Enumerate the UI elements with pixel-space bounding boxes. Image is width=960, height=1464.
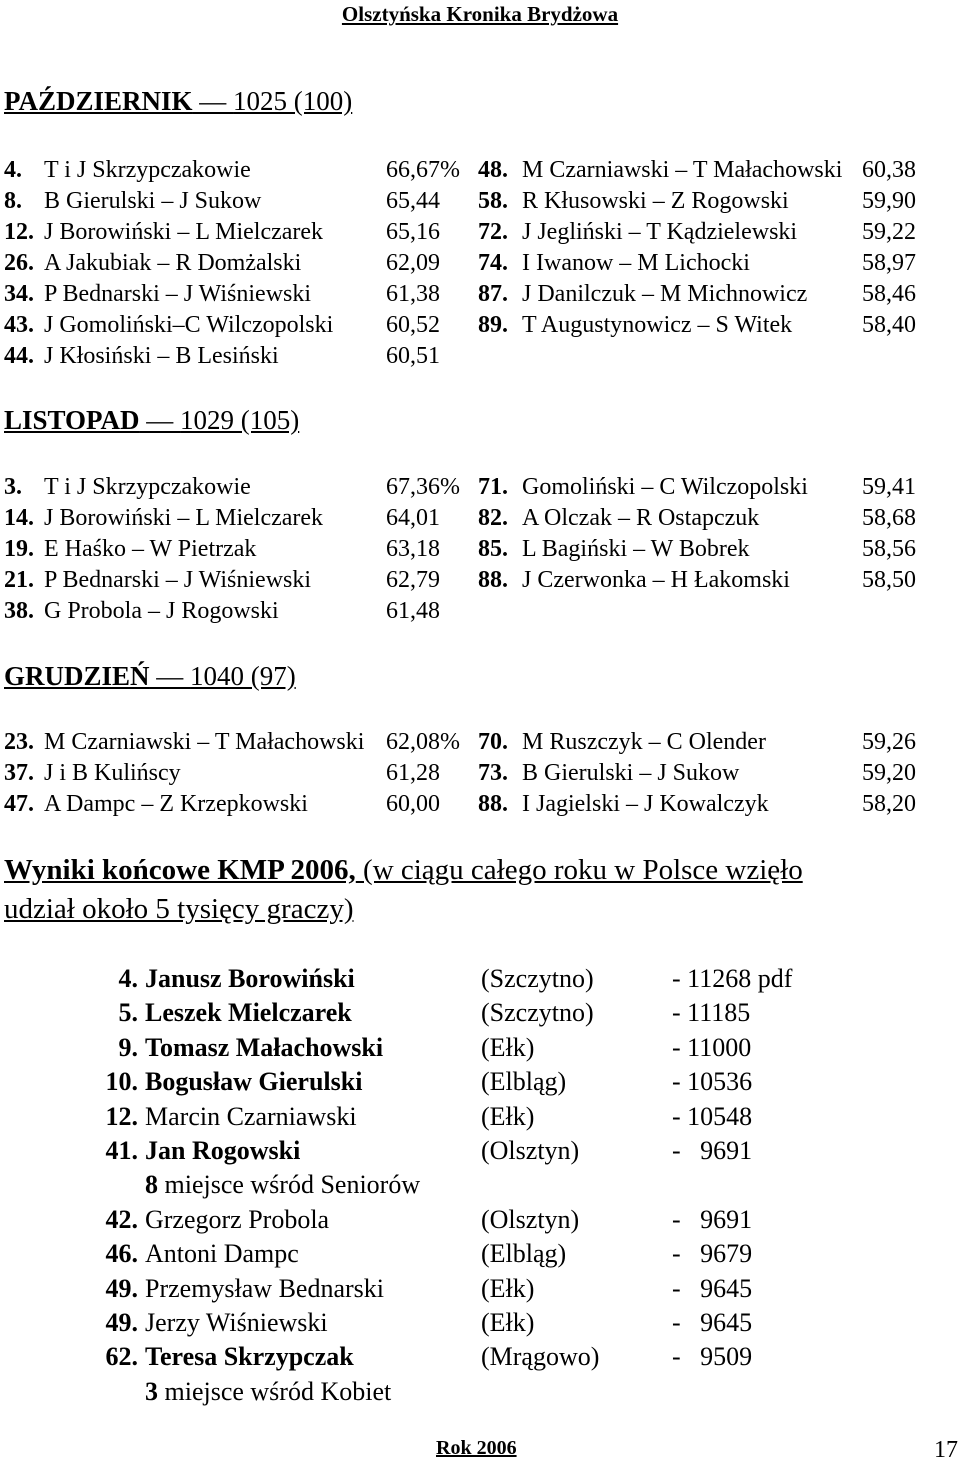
- player-city: (Ełk): [481, 1308, 535, 1337]
- kmp-title-rest: (w ciągu całego roku w Polsce wzięło: [355, 854, 803, 886]
- month-title: PAŹDZIERNIK — 1025 (100): [4, 86, 353, 116]
- place-number: 70.: [478, 729, 508, 755]
- place-number: 71.: [478, 474, 508, 500]
- pair-names: P Bednarski – J Wiśniewski: [44, 567, 312, 593]
- result-row: [0, 186, 960, 216]
- player-points: - 10536: [672, 1067, 753, 1097]
- player-city: (Elbląg): [481, 1239, 567, 1269]
- month-name: LISTOPAD: [4, 405, 140, 435]
- rank-number: 46.: [105, 1239, 138, 1269]
- result-row: [0, 341, 960, 371]
- pair-names: J Kłosiński – B Lesiński: [44, 343, 279, 369]
- score: 59,20: [862, 760, 916, 786]
- result-row: [0, 155, 960, 185]
- place-number: 82.: [478, 505, 508, 531]
- score: 59,41: [862, 474, 916, 500]
- pair-names: G Probola – J Rogowski: [44, 598, 279, 624]
- pair-names: J Jegliński – T Kądzielewski: [522, 219, 798, 245]
- rank-number: 4.: [118, 964, 138, 993]
- player-name: Przemysław Bednarski: [145, 1273, 385, 1303]
- note-text: [145, 1168, 420, 1202]
- pair-names: J i B Kulińscy: [44, 760, 181, 786]
- result-row: [0, 758, 960, 788]
- result-row: [0, 534, 960, 564]
- player-name: Leszek Mielczarek: [145, 998, 352, 1028]
- place-number: 89.: [478, 312, 508, 338]
- score: 58,20: [862, 791, 916, 817]
- place-number: 14.: [4, 505, 34, 531]
- pair-names: I Iwanow – M Lichocki: [522, 250, 750, 276]
- score: 60,51: [386, 343, 440, 369]
- kmp-row: [0, 1306, 960, 1340]
- place-number: 23.: [4, 729, 34, 755]
- kmp-row: [0, 1340, 960, 1374]
- place-number: 73.: [478, 760, 508, 786]
- pair-names: T i J Skrzypczakowie: [44, 157, 251, 183]
- kmp-title-line2: udział około 5 tysięcy graczy): [4, 893, 354, 925]
- month-info: 1025 (100): [233, 86, 353, 116]
- score: 60,00: [386, 791, 440, 817]
- rank-number: 49.: [105, 1308, 138, 1337]
- month-title: GRUDZIEŃ — 1040 (97): [4, 661, 296, 691]
- score: 58,68: [862, 505, 916, 531]
- player-city: (Olsztyn): [481, 1204, 580, 1234]
- player-points: - 9645: [672, 1273, 753, 1303]
- score: 61,28: [386, 760, 440, 786]
- kmp-note: [0, 1375, 960, 1409]
- score: 59,26: [862, 729, 916, 755]
- pair-names: J Borowiński – L Mielczarek: [44, 505, 324, 531]
- rank-number: 49.: [105, 1273, 138, 1303]
- score: 62,08%: [386, 729, 460, 755]
- player-city: (Szczytno): [481, 964, 594, 993]
- score: 64,01: [386, 505, 440, 531]
- month-title: LISTOPAD — 1029 (105): [4, 405, 300, 435]
- score: 58,56: [862, 536, 916, 562]
- rank-number: 41.: [105, 1136, 138, 1165]
- place-number: 74.: [478, 250, 508, 276]
- player-city: (Elbląg): [481, 1067, 567, 1097]
- score: 60,52: [386, 312, 440, 338]
- player-points: - 10548: [672, 1101, 753, 1131]
- result-row: [0, 789, 960, 819]
- rank-number: 9.: [118, 1032, 138, 1062]
- score: 58,97: [862, 250, 916, 276]
- player-points: - 9509: [672, 1342, 753, 1372]
- place-number: 3.: [4, 474, 22, 500]
- score: 66,67%: [386, 157, 460, 183]
- pair-names: A Olczak – R Ostapczuk: [522, 505, 760, 531]
- place-number: 85.: [478, 536, 508, 562]
- place-number: 58.: [478, 188, 508, 214]
- score: 58,50: [862, 567, 916, 593]
- month-name: PAŹDZIERNIK: [4, 86, 193, 116]
- kmp-row: [0, 1203, 960, 1237]
- pair-names: P Bednarski – J Wiśniewski: [44, 281, 312, 307]
- score: 60,38: [862, 157, 916, 183]
- player-name: Marcin Czarniawski: [145, 1101, 357, 1131]
- pair-names: M Czarniawski – T Małachowski: [44, 729, 365, 755]
- score: 67,36%: [386, 474, 460, 500]
- player-city: (Ełk): [481, 1101, 535, 1131]
- place-number: 48.: [478, 157, 508, 183]
- result-row: [0, 279, 960, 309]
- player-name: Jan Rogowski: [145, 1136, 301, 1165]
- page-number: 17: [934, 1437, 958, 1463]
- player-name: Tomasz Małachowski: [145, 1032, 384, 1062]
- kmp-row: [0, 962, 960, 996]
- player-city: (Ełk): [481, 1273, 535, 1303]
- result-row: [0, 217, 960, 247]
- player-name: Grzegorz Probola: [145, 1204, 330, 1234]
- player-points: - 11000: [672, 1032, 752, 1062]
- kmp-title-bold: Wyniki końcowe KMP 2006,: [4, 854, 356, 886]
- month-info: 1040 (97): [190, 661, 296, 691]
- score: 61,38: [386, 281, 440, 307]
- place-number: 47.: [4, 791, 34, 817]
- note-number: 3: [145, 1376, 158, 1406]
- player-points: - 11185: [672, 998, 751, 1028]
- pair-names: R Kłusowski – Z Rogowski: [522, 188, 789, 214]
- pair-names: J Gomoliński–C Wilczopolski: [44, 312, 334, 338]
- rank-number: 62.: [105, 1342, 138, 1372]
- place-number: 34.: [4, 281, 34, 307]
- score: 62,09: [386, 250, 440, 276]
- result-row: [0, 503, 960, 533]
- rank-number: 42.: [105, 1204, 138, 1234]
- score: 61,48: [386, 598, 440, 624]
- note-text: [145, 1375, 391, 1409]
- player-name: Teresa Skrzypczak: [145, 1342, 354, 1372]
- pair-names: J Danilczuk – M Michnowicz: [522, 281, 808, 307]
- place-number: 44.: [4, 343, 34, 369]
- pair-names: Gomoliński – C Wilczopolski: [522, 474, 808, 500]
- score: 59,90: [862, 188, 916, 214]
- player-name: Antoni Dampc: [145, 1239, 299, 1269]
- kmp-row: [0, 1031, 960, 1065]
- note-label: miejsce wśród Kobiet: [158, 1376, 392, 1406]
- score: 58,46: [862, 281, 916, 307]
- player-city: (Szczytno): [481, 998, 594, 1028]
- player-city: (Ełk): [481, 1032, 535, 1062]
- pair-names: T Augustynowicz – S Witek: [522, 312, 793, 338]
- player-points: - 11268 pdf: [672, 964, 793, 993]
- place-number: 4.: [4, 157, 22, 183]
- pair-names: M Ruszczyk – C Olender: [522, 729, 766, 755]
- score: 62,79: [386, 567, 440, 593]
- pair-names: M Czarniawski – T Małachowski: [522, 157, 843, 183]
- player-city: (Olsztyn): [481, 1136, 580, 1165]
- place-number: 87.: [478, 281, 508, 307]
- player-points: - 9691: [672, 1204, 753, 1234]
- note-label: miejsce wśród Seniorów: [158, 1170, 421, 1200]
- score: 59,22: [862, 219, 916, 245]
- kmp-row: [0, 1065, 960, 1099]
- kmp-row: [0, 1134, 960, 1168]
- pair-names: I Jagielski – J Kowalczyk: [522, 791, 769, 817]
- kmp-row: [0, 1100, 960, 1134]
- result-row: [0, 596, 960, 626]
- result-row: [0, 472, 960, 502]
- score: 65,16: [386, 219, 440, 245]
- player-name: Bogusław Gierulski: [145, 1067, 363, 1097]
- player-points: - 9691: [672, 1136, 753, 1165]
- pair-names: E Haśko – W Pietrzak: [44, 536, 257, 562]
- player-city: (Mrągowo): [481, 1342, 600, 1372]
- rank-number: 10.: [105, 1067, 138, 1097]
- place-number: 12.: [4, 219, 34, 245]
- place-number: 26.: [4, 250, 34, 276]
- score: 63,18: [386, 536, 440, 562]
- rank-number: 12.: [105, 1101, 138, 1131]
- pair-names: T i J Skrzypczakowie: [44, 474, 251, 500]
- player-points: - 9679: [672, 1239, 753, 1269]
- pair-names: A Dampc – Z Krzepkowski: [44, 791, 308, 817]
- kmp-row: [0, 1272, 960, 1306]
- pair-names: L Bagiński – W Bobrek: [522, 536, 750, 562]
- place-number: 43.: [4, 312, 34, 338]
- place-number: 88.: [478, 791, 508, 817]
- result-row: [0, 727, 960, 757]
- page-footer: Rok 2006: [436, 1437, 517, 1459]
- player-name: Jerzy Wiśniewski: [145, 1308, 328, 1337]
- pair-names: A Jakubiak – R Domżalski: [44, 250, 302, 276]
- result-row: [0, 565, 960, 595]
- score: 58,40: [862, 312, 916, 338]
- place-number: 8.: [4, 188, 22, 214]
- score: 65,44: [386, 188, 440, 214]
- kmp-row: [0, 996, 960, 1030]
- place-number: 38.: [4, 598, 34, 624]
- player-name: Janusz Borowiński: [145, 964, 355, 993]
- kmp-row: [0, 1237, 960, 1271]
- month-info: 1029 (105): [180, 405, 300, 435]
- pair-names: B Gierulski – J Sukow: [522, 760, 740, 786]
- place-number: 37.: [4, 760, 34, 786]
- result-row: [0, 310, 960, 340]
- page-header: Olsztyńska Kronika Brydżowa: [341, 2, 619, 26]
- rank-number: 5.: [118, 998, 138, 1028]
- place-number: 19.: [4, 536, 34, 562]
- kmp-note: [0, 1168, 960, 1202]
- kmp-title-line1: [4, 852, 803, 889]
- player-points: - 9645: [672, 1308, 753, 1337]
- result-row: [0, 248, 960, 278]
- place-number: 72.: [478, 219, 508, 245]
- pair-names: B Gierulski – J Sukow: [44, 188, 262, 214]
- note-number: 8: [145, 1170, 158, 1200]
- pair-names: J Czerwonka – H Łakomski: [522, 567, 790, 593]
- pair-names: J Borowiński – L Mielczarek: [44, 219, 324, 245]
- place-number: 21.: [4, 567, 34, 593]
- place-number: 88.: [478, 567, 508, 593]
- month-name: GRUDZIEŃ: [4, 661, 150, 691]
